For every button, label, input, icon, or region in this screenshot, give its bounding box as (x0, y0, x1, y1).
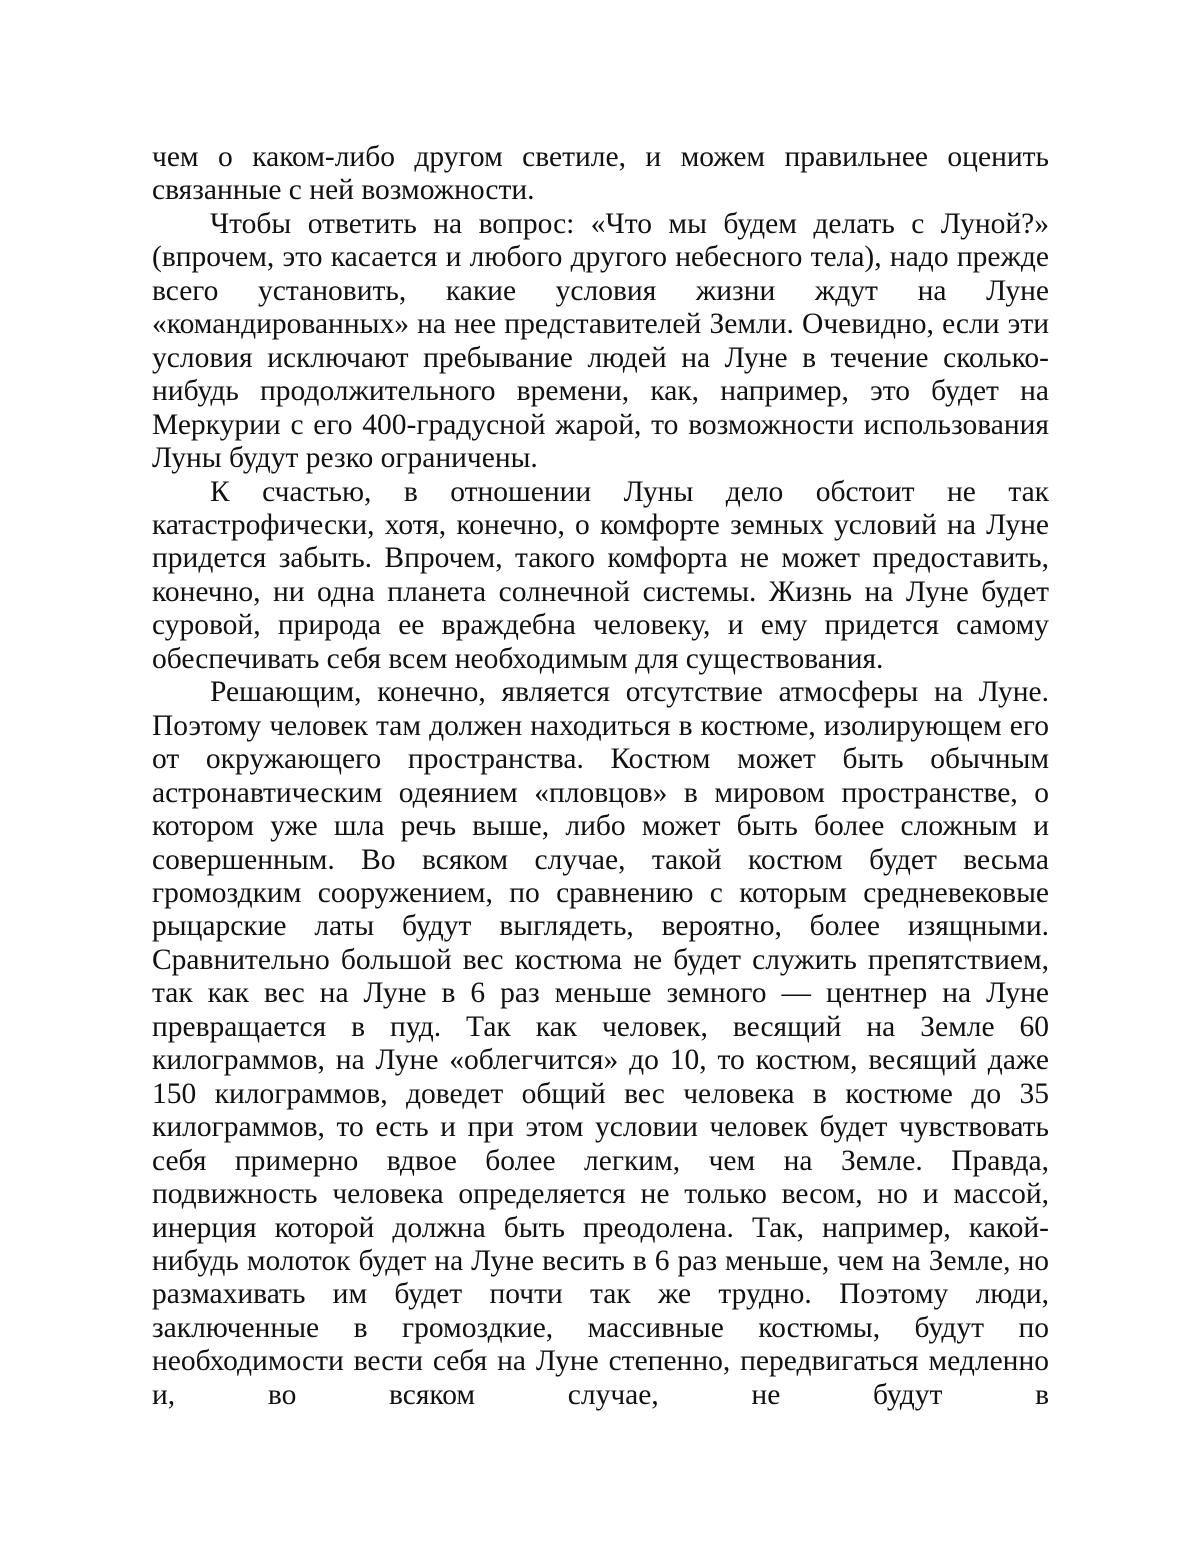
paragraph-2: Чтобы ответить на вопрос: «Что мы будем делать с Луной?» (впрочем, это касается и любого другого небесного тела), надо прежде всего установить, какие условия жизни ждут на Луне «командированных» на нее представителей Земли. Очевидно, если эти условия исключают пребывание людей на Луне в течение сколько-нибудь продолжительного времени, как, например, это будет на Меркурии с его 400-градусной жарой, то возможности использования Луны будут резко ограничены. (152, 207, 1049, 475)
document-page (152, 141, 1049, 1412)
paragraph-4: Решающим, конечно, является отсутствие атмосферы на Луне. Поэтому человек там должен находиться в костюме, изолирующем его от окружающего пространства. Костюм может быть обычным астронавтическим одеянием «пловцов» в мировом пространстве, о котором уже шла речь выше, либо может быть более сложным и совершенным. Во всяком случае, такой костюм будет весьма громоздким сооружением, по сравнению с которым средневековые рыцарские латы будут выглядеть, вероятно, более изящными. Сравнительно большой вес костюма не будет служить препятствием, так как вес на Луне в 6 раз меньше земного — центнер на Луне превращается в пуд. Так как человек, весящий на Земле 60 килограммов, на Луне «облегчится» до 10, то костюм, весящий даже 150 килограммов, доведет общий вес человека в костюме до 35 килограммов, то есть и при этом условии человек будет чувствовать себя примерно вдвое более легким, чем на Земле. Правда, подвижность человека определяется не только весом, но и массой, инерция которой должна быть преодолена. Так, например, какой-нибудь молоток будет на Луне весить в 6 раз меньше, чем на Земле, но размахивать им будет почти так же трудно. Поэтому люди, заключенные в громоздкие, массивные костюмы, будут по необходимости вести себя на Луне степенно, передвигаться медленно и, во всяком случае, не будут в (152, 676, 1049, 1411)
paragraph-1: чем о каком-либо другом светиле, и можем правильнее оценить связанные с ней возможности. (152, 141, 1049, 207)
paragraph-3: К счастью, в отношении Луны дело обстоит не так катастрофически, хотя, конечно, о комфорте земных условий на Луне придется забыть. Впрочем, такого комфорта не может предоставить, конечно, ни одна планета солнечной системы. Жизнь на Луне будет суровой, природа ее враждебна человеку, и ему придется самому обеспечивать себя всем необходимым для существования. (152, 475, 1049, 675)
